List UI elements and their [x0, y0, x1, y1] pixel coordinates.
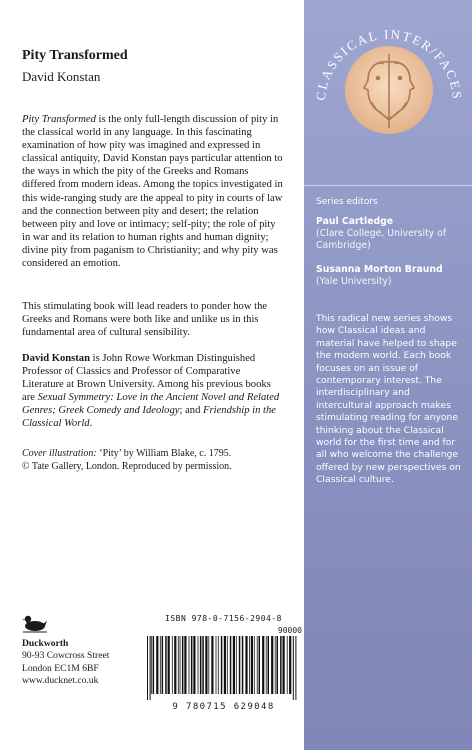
cover-illustration-label: Cover illustration: — [22, 448, 97, 459]
author-bio — [22, 352, 284, 431]
copyright-credit: © Tate Gallery, London. Reproduced by permission. — [22, 461, 232, 472]
series-logo — [310, 10, 468, 160]
series-editor — [316, 216, 472, 252]
series-name: CLASSICAL INTER/FACES — [312, 26, 466, 102]
publisher-website: www.ducknet.co.uk — [22, 674, 99, 686]
price-code: 90000 — [277, 626, 302, 635]
isbn-barcode — [141, 614, 306, 724]
bio-book-titles: Sexual Symmetry: Love in the Ancient Novel and Related Genres; Greek Comedy and Ideology — [22, 392, 280, 417]
panel-divider — [304, 185, 472, 186]
bio-author-name: David Konstan — [22, 353, 90, 364]
cover-credit — [22, 447, 284, 473]
publisher-imprint — [22, 638, 109, 687]
editor-affiliation: (Clare College, University of Cambridge) — [316, 228, 447, 251]
cover-illustration-text: ‘Pity’ by William Blake, c. 1795. — [96, 448, 232, 459]
series-blurb: This radical new series shows how Classical ideas and material have helped to shape the modern world. Each book focuses on an issue of contemporary interest. The interdisciplinary and intercultural approach makes stimulating reading for anyone thinking about the Classical world for the first time and for all who welcome the challenge offered by new perspectives on Classical culture. — [316, 313, 461, 486]
barcode-bars — [145, 636, 303, 700]
editor-name: Paul Cartledge — [316, 216, 394, 227]
duck-logo-icon — [22, 612, 48, 634]
series-panel — [304, 0, 472, 750]
series-editor — [316, 264, 443, 288]
ean-digits: 9 780715 629048 — [172, 702, 275, 712]
editor-affiliation: (Yale University) — [316, 276, 392, 287]
bio-book-title-2: Friendship in the Classical World — [22, 405, 277, 430]
publisher-address-line-2: London EC1M 6BF — [22, 662, 99, 674]
description-paragraph-2: This stimulating book will lead readers to ponder how the Greeks and Romans were both like and unlike us in this fundamental area of cultural sensibility. — [22, 301, 268, 339]
publisher-name: Duckworth — [22, 638, 69, 649]
book-title: Pity Transformed — [22, 48, 128, 63]
publisher-address-line-1: 90-93 Cowcross Street — [22, 650, 110, 662]
bio-text-2: ; and — [179, 405, 204, 417]
bio-text-1: is John Rowe Workman Distinguished Professor of Classics and Professor of Comparative Literature at Brown University. Among his previous books are — [22, 353, 271, 404]
description-paragraph — [22, 113, 284, 270]
isbn-number: ISBN 978-0-7156-2904-8 — [165, 614, 282, 623]
series-editors-heading: Series editors — [316, 197, 378, 207]
description-body: is the only full-length discussion of pity in the classical world in any language. In this fascinating examination of how pity was imagined and expressed in classical antiquity, David Konstan pays particular attention to the ways in which the pity of the Greeks and Romans differed from modern ideas. Among the topics investigated in this wide-ranging study are the appeal to pity in courts of law and the connection between pity and desert; the relation between pity and love or intimacy; self-pity; the role of pity in war and its relation to human rights and human dignity; divine pity from paganism to Christianity; and why pity was considered an emotion. — [22, 114, 283, 270]
book-author: David Konstan — [22, 69, 101, 84]
editor-name: Susanna Morton Braund — [316, 264, 443, 275]
bio-text-3: . — [89, 418, 93, 430]
description-title-italic: Pity Transformed — [22, 114, 96, 125]
